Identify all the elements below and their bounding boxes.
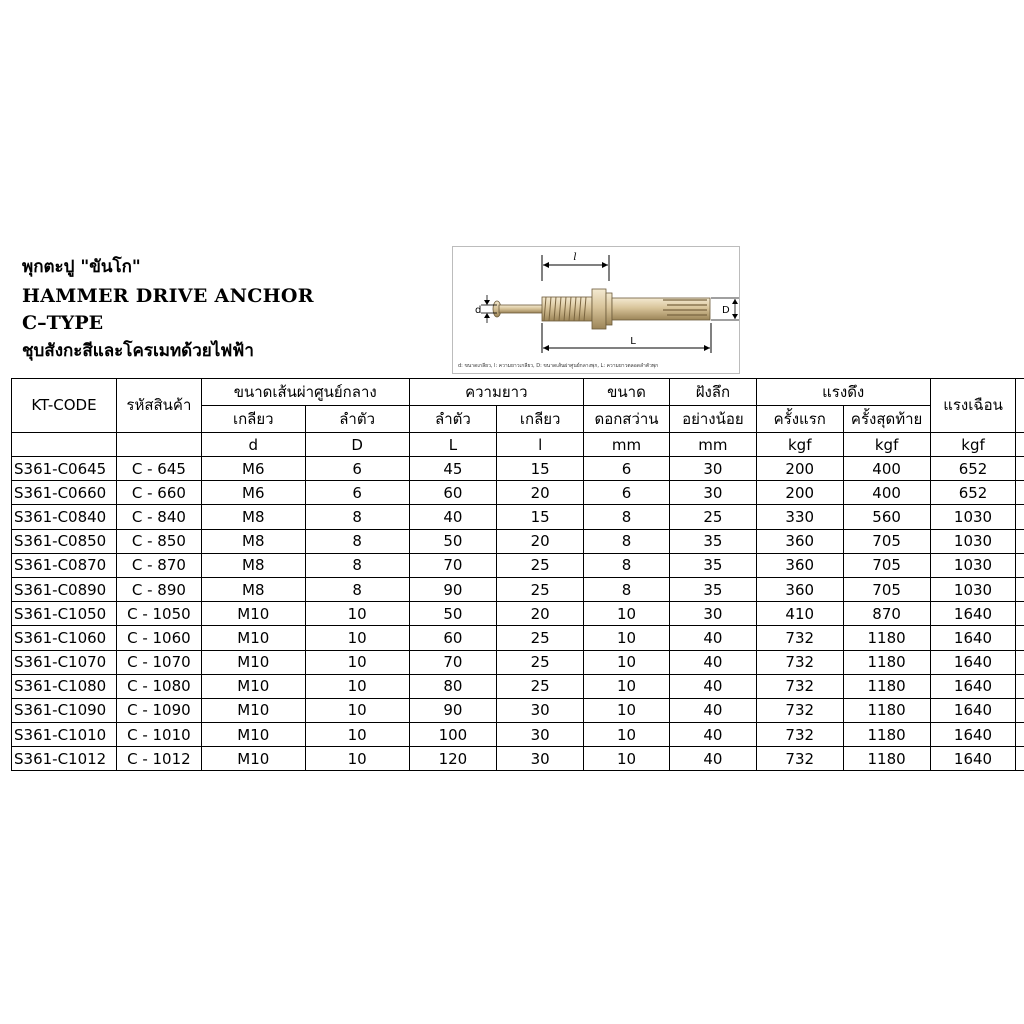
drill-size-cell: 10	[584, 602, 670, 626]
body-diameter-cell: 8	[305, 553, 409, 577]
thread-size-cell: M10	[201, 747, 305, 771]
row-edge	[1016, 529, 1024, 553]
table-row	[12, 698, 1024, 722]
body-diameter-cell: 8	[305, 505, 409, 529]
embed-depth-cell: 40	[669, 698, 756, 722]
drill-size-cell: 8	[584, 529, 670, 553]
shear-cell: 1640	[930, 674, 1016, 698]
tension-first-cell: 360	[756, 553, 843, 577]
spec-table	[11, 378, 1024, 771]
tension-final-cell: 1180	[843, 747, 930, 771]
unit-cell: D	[305, 433, 409, 457]
shear-cell: 1030	[930, 577, 1016, 601]
unit-cell: mm	[669, 433, 756, 457]
table-row	[12, 602, 1024, 626]
shear-cell: 1640	[930, 650, 1016, 674]
length-thread-cell: 30	[497, 698, 584, 722]
product-code-cell: C - 850	[116, 529, 201, 553]
embed-depth-cell: 35	[669, 577, 756, 601]
table-row	[12, 553, 1024, 577]
tension-first-cell: 732	[756, 747, 843, 771]
drill-size-cell: 6	[584, 457, 670, 481]
body-diameter-cell: 10	[305, 723, 409, 747]
length-body-cell: 50	[409, 602, 497, 626]
drill-size-cell: 8	[584, 505, 670, 529]
shear-cell: 1640	[930, 747, 1016, 771]
dim-label-d: d	[475, 305, 482, 316]
table-row	[12, 577, 1024, 601]
kt-code-cell: S361-C1080	[12, 674, 117, 698]
drill-size-cell: 10	[584, 674, 670, 698]
drill-size-cell: 10	[584, 698, 670, 722]
product-code-cell: C - 1010	[116, 723, 201, 747]
thread-size-cell: M10	[201, 674, 305, 698]
length-thread-cell: 20	[497, 602, 584, 626]
header-row-1	[12, 379, 1024, 406]
embed-depth-cell: 35	[669, 529, 756, 553]
embed-depth-cell: 25	[669, 505, 756, 529]
product-code-cell: C - 660	[116, 481, 201, 505]
tension-final-cell: 870	[843, 602, 930, 626]
product-thai-name: พุกตะปู "ขันโก"	[22, 257, 141, 277]
tension-first-cell: 360	[756, 529, 843, 553]
header-tension-group: แรงดึง	[756, 379, 930, 406]
product-code-cell: C - 1012	[116, 747, 201, 771]
anchor-drawing	[453, 247, 739, 355]
tension-first-cell: 732	[756, 650, 843, 674]
embed-depth-cell: 30	[669, 457, 756, 481]
units-row	[12, 433, 1024, 457]
product-type: C–TYPE	[22, 312, 104, 334]
kt-code-cell: S361-C0660	[12, 481, 117, 505]
table-row	[12, 723, 1024, 747]
header-edge	[1016, 379, 1024, 433]
body-diameter-cell: 10	[305, 602, 409, 626]
row-edge	[1016, 674, 1024, 698]
row-edge	[1016, 457, 1024, 481]
header-body: ลำตัว	[305, 406, 409, 433]
product-finish: ชุบสังกะสีและโครเมทด้วยไฟฟ้า	[22, 341, 254, 361]
tension-first-cell: 200	[756, 457, 843, 481]
tension-final-cell: 1180	[843, 674, 930, 698]
header-thread: เกลียว	[201, 406, 305, 433]
product-code-cell: C - 645	[116, 457, 201, 481]
table-row	[12, 674, 1024, 698]
drill-size-cell: 10	[584, 723, 670, 747]
table-row	[12, 505, 1024, 529]
row-edge	[1016, 650, 1024, 674]
body-diameter-cell: 8	[305, 529, 409, 553]
length-body-cell: 90	[409, 577, 497, 601]
length-thread-cell: 25	[497, 577, 584, 601]
header-embed-group: ฝังลึก	[669, 379, 756, 406]
length-thread-cell: 25	[497, 553, 584, 577]
kt-code-cell: S361-C1012	[12, 747, 117, 771]
length-body-cell: 45	[409, 457, 497, 481]
shear-cell: 1640	[930, 626, 1016, 650]
embed-depth-cell: 30	[669, 602, 756, 626]
tension-final-cell: 400	[843, 481, 930, 505]
embed-depth-cell: 40	[669, 626, 756, 650]
header-shear: แรงเฉือน	[930, 379, 1016, 433]
table-row	[12, 457, 1024, 481]
shear-cell: 1640	[930, 698, 1016, 722]
drill-size-cell: 10	[584, 650, 670, 674]
row-edge	[1016, 481, 1024, 505]
header-length-group: ความยาว	[409, 379, 584, 406]
row-edge	[1016, 553, 1024, 577]
drill-size-cell: 10	[584, 747, 670, 771]
table-row	[12, 529, 1024, 553]
shear-cell: 652	[930, 457, 1016, 481]
tension-final-cell: 1180	[843, 626, 930, 650]
embed-depth-cell: 30	[669, 481, 756, 505]
diagram-caption: d: ขนาดเกลียว, l: ความยาวเกลียว, D: ขนาดเส้นผ่าศูนย์กลางพุก, L: ความยาวตลอดลำตัวพุก	[458, 363, 659, 369]
thread-size-cell: M10	[201, 698, 305, 722]
length-thread-cell: 25	[497, 626, 584, 650]
header-drill-group: ขนาด	[584, 379, 670, 406]
body-diameter-cell: 10	[305, 626, 409, 650]
kt-code-cell: S361-C1050	[12, 602, 117, 626]
tension-first-cell: 732	[756, 698, 843, 722]
unit-blank	[116, 433, 201, 457]
length-thread-cell: 25	[497, 674, 584, 698]
tension-first-cell: 360	[756, 577, 843, 601]
length-thread-cell: 15	[497, 457, 584, 481]
table-row	[12, 626, 1024, 650]
header-drill-bit: ดอกสว่าน	[584, 406, 670, 433]
body-diameter-cell: 10	[305, 698, 409, 722]
header-final: ครั้งสุดท้าย	[843, 406, 930, 433]
unit-cell: kgf	[756, 433, 843, 457]
length-thread-cell: 30	[497, 747, 584, 771]
length-body-cell: 80	[409, 674, 497, 698]
drill-size-cell: 10	[584, 626, 670, 650]
shear-cell: 652	[930, 481, 1016, 505]
length-body-cell: 120	[409, 747, 497, 771]
drill-size-cell: 8	[584, 577, 670, 601]
unit-cell: kgf	[930, 433, 1016, 457]
thread-size-cell: M8	[201, 577, 305, 601]
kt-code-cell: S361-C0840	[12, 505, 117, 529]
header-len-body: ลำตัว	[409, 406, 497, 433]
unit-edge	[1016, 433, 1024, 457]
drill-size-cell: 6	[584, 481, 670, 505]
kt-code-cell: S361-C0850	[12, 529, 117, 553]
thread-size-cell: M8	[201, 553, 305, 577]
product-code-cell: C - 1090	[116, 698, 201, 722]
body-diameter-cell: 10	[305, 747, 409, 771]
thread-size-cell: M10	[201, 602, 305, 626]
product-code-cell: C - 1080	[116, 674, 201, 698]
product-code-cell: C - 1050	[116, 602, 201, 626]
header-min-depth: อย่างน้อย	[669, 406, 756, 433]
dim-label-D: D	[722, 305, 730, 316]
tension-first-cell: 410	[756, 602, 843, 626]
dim-label-l: l	[573, 252, 577, 263]
length-body-cell: 50	[409, 529, 497, 553]
unit-cell: L	[409, 433, 497, 457]
header-len-thread: เกลียว	[497, 406, 584, 433]
tension-first-cell: 732	[756, 626, 843, 650]
body-diameter-cell: 8	[305, 577, 409, 601]
kt-code-cell: S361-C0870	[12, 553, 117, 577]
tension-first-cell: 330	[756, 505, 843, 529]
header-product-code: รหัสสินค้า	[116, 379, 201, 433]
body-diameter-cell: 6	[305, 457, 409, 481]
length-body-cell: 40	[409, 505, 497, 529]
tension-first-cell: 732	[756, 723, 843, 747]
product-code-cell: C - 840	[116, 505, 201, 529]
unit-cell: kgf	[843, 433, 930, 457]
unit-cell: d	[201, 433, 305, 457]
thread-size-cell: M8	[201, 529, 305, 553]
anchor-diagram	[452, 246, 740, 374]
table-row	[12, 481, 1024, 505]
row-edge	[1016, 505, 1024, 529]
tension-final-cell: 705	[843, 577, 930, 601]
kt-code-cell: S361-C0645	[12, 457, 117, 481]
header-diameter-group: ขนาดเส้นผ่าศูนย์กลาง	[201, 379, 409, 406]
thread-size-cell: M6	[201, 457, 305, 481]
header-kt-code: KT-CODE	[12, 379, 117, 433]
kt-code-cell: S361-C1070	[12, 650, 117, 674]
thread-size-cell: M10	[201, 723, 305, 747]
tension-final-cell: 705	[843, 553, 930, 577]
table-row	[12, 747, 1024, 771]
row-edge	[1016, 747, 1024, 771]
tension-final-cell: 400	[843, 457, 930, 481]
kt-code-cell: S361-C1060	[12, 626, 117, 650]
spec-table-body	[12, 457, 1024, 771]
product-code-cell: C - 890	[116, 577, 201, 601]
length-body-cell: 90	[409, 698, 497, 722]
embed-depth-cell: 40	[669, 650, 756, 674]
unit-cell: mm	[584, 433, 670, 457]
thread-size-cell: M8	[201, 505, 305, 529]
shear-cell: 1030	[930, 505, 1016, 529]
length-body-cell: 60	[409, 481, 497, 505]
length-thread-cell: 25	[497, 650, 584, 674]
thread-size-cell: M10	[201, 650, 305, 674]
table-row	[12, 650, 1024, 674]
tension-first-cell: 732	[756, 674, 843, 698]
length-thread-cell: 30	[497, 723, 584, 747]
row-edge	[1016, 626, 1024, 650]
embed-depth-cell: 40	[669, 747, 756, 771]
drill-size-cell: 8	[584, 553, 670, 577]
length-thread-cell: 20	[497, 481, 584, 505]
length-thread-cell: 20	[497, 529, 584, 553]
thread-size-cell: M10	[201, 626, 305, 650]
header-first: ครั้งแรก	[756, 406, 843, 433]
tension-first-cell: 200	[756, 481, 843, 505]
product-code-cell: C - 1060	[116, 626, 201, 650]
shear-cell: 1030	[930, 553, 1016, 577]
product-code-cell: C - 870	[116, 553, 201, 577]
kt-code-cell: S361-C1010	[12, 723, 117, 747]
shear-cell: 1030	[930, 529, 1016, 553]
row-edge	[1016, 577, 1024, 601]
kt-code-cell: S361-C0890	[12, 577, 117, 601]
shear-cell: 1640	[930, 602, 1016, 626]
embed-depth-cell: 40	[669, 723, 756, 747]
shear-cell: 1640	[930, 723, 1016, 747]
length-body-cell: 60	[409, 626, 497, 650]
unit-cell: l	[497, 433, 584, 457]
kt-code-cell: S361-C1090	[12, 698, 117, 722]
embed-depth-cell: 40	[669, 674, 756, 698]
tension-final-cell: 1180	[843, 650, 930, 674]
body-diameter-cell: 10	[305, 674, 409, 698]
row-edge	[1016, 723, 1024, 747]
length-body-cell: 70	[409, 650, 497, 674]
row-edge	[1016, 602, 1024, 626]
unit-blank	[12, 433, 117, 457]
tension-final-cell: 560	[843, 505, 930, 529]
length-body-cell: 70	[409, 553, 497, 577]
product-code-cell: C - 1070	[116, 650, 201, 674]
dim-label-L: L	[630, 336, 636, 347]
thread-size-cell: M6	[201, 481, 305, 505]
product-english-name: HAMMER DRIVE ANCHOR	[22, 285, 314, 307]
row-edge	[1016, 698, 1024, 722]
body-diameter-cell: 10	[305, 650, 409, 674]
tension-final-cell: 1180	[843, 698, 930, 722]
tension-final-cell: 1180	[843, 723, 930, 747]
length-body-cell: 100	[409, 723, 497, 747]
length-thread-cell: 15	[497, 505, 584, 529]
body-diameter-cell: 6	[305, 481, 409, 505]
tension-final-cell: 705	[843, 529, 930, 553]
embed-depth-cell: 35	[669, 553, 756, 577]
